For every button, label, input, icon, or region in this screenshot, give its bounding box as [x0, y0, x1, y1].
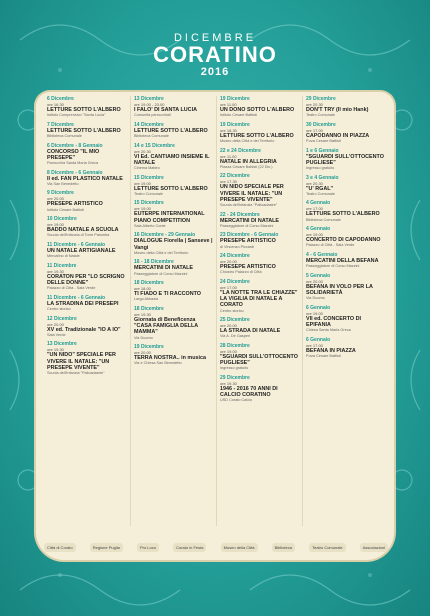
event-title: "U' RGAL": [306, 185, 334, 192]
event-date: 30 Dicembre: [306, 121, 336, 128]
event-description: Passeggiatore di Corso Mazzini: [306, 264, 360, 269]
event-title: LA STRADINA DEI PRESEPI: [47, 300, 119, 307]
event-date: 24 Dicembre: [220, 278, 250, 285]
event-item: [220, 173, 299, 207]
event-time: ore 19.30: [47, 347, 64, 353]
event-description: Ingresso gratuito: [220, 366, 249, 371]
event-item: [134, 122, 213, 139]
event-title: VII ed. CONCERTO DI EPIFANIA: [306, 315, 362, 328]
event-title: I FALO' DI SANTA LUCIA: [134, 107, 197, 113]
event-time: ore 20.30: [306, 180, 323, 186]
event-description: Istituto Cesare Battisti: [220, 113, 257, 118]
event-time: ore 17.00: [306, 127, 323, 133]
event-description: Centro storico: [220, 308, 244, 313]
event-title: BEFANA IN PIAZZA: [306, 347, 356, 354]
event-description: USD Corato Calcio: [220, 398, 253, 403]
event-date: 11 Dicembre - 6 Gennaio: [47, 294, 106, 301]
event-description: Largo Abbazia: [134, 297, 159, 302]
event-time: ore 19.00: [134, 180, 151, 186]
sponsor-logo: Corato in Festa: [173, 543, 206, 552]
event-item: [47, 216, 127, 238]
event-description: Biblioteca Comunale: [134, 134, 169, 138]
event-time: ore 17.00: [306, 342, 323, 348]
event-description: P.zza Cesare Battisti: [306, 139, 341, 143]
event-title: MERCATINI DI NATALE: [220, 217, 279, 224]
event-time: ore 19.00: [306, 310, 323, 316]
event-date: 12 Dicembre: [47, 315, 77, 322]
event-title: MERCATINI DELLA BEFANA: [306, 257, 379, 264]
event-time: ore 19.00: [47, 222, 64, 228]
event-time: ore 18.30: [220, 127, 237, 133]
event-title: LETTURE SOTTO L'ALBERO: [306, 211, 380, 218]
event-title: LETTURE SOTTO L'ALBERO: [47, 107, 121, 113]
event-item: [134, 280, 213, 302]
event-date: 25 Dicembre: [220, 317, 250, 324]
sponsor-logo: Regione Puglia: [90, 543, 123, 552]
event-title: NATALE IN ALLEGRIA: [220, 158, 277, 165]
event-date: 6 Dicembre: [47, 96, 74, 102]
sponsor-logo: Teatro Comunale: [309, 543, 345, 552]
sponsor-logo: Biblioteca: [272, 543, 295, 552]
event-item: [220, 279, 299, 313]
event-item: [47, 295, 127, 312]
event-item: [220, 343, 299, 371]
event-description: di Vincenzo Piccardi: [220, 244, 255, 249]
event-time: ore 20.00: [134, 350, 151, 356]
event-title: BEFANA IN VOLO PER LA SOLIDARIETÀ: [306, 283, 373, 296]
event-date: 29 Dicembre: [306, 96, 336, 102]
event-item: [47, 122, 127, 139]
event-title: TERRA NOSTRA.. in musica: [134, 355, 206, 362]
event-item: [306, 305, 385, 333]
event-date: 23 Dicembre - 6 Gennaio: [220, 232, 279, 239]
event-title: BADDO NATALE A SCUOLA: [47, 227, 119, 234]
event-title: LA STRADA DI NATALE: [220, 328, 281, 335]
event-title: MERCATINI DI NATALE: [134, 265, 193, 272]
event-date: 3 e 4 Gennaio: [306, 174, 339, 181]
event-title: DIALOGUE Fiorella | Sanseve | Vangi: [134, 238, 213, 251]
event-date: 22 e 24 Dicembre: [220, 147, 261, 154]
event-time: ore 20.00: [306, 278, 323, 284]
sponsor-logo: Pro Loco: [137, 543, 159, 552]
event-item: [134, 175, 213, 197]
event-item: [134, 96, 213, 118]
event-description: Istituto Comprensivo "Santa Lucia": [47, 113, 106, 118]
event-title: DON'T TRY (Il mio Hank): [306, 107, 369, 113]
event-item: [220, 96, 299, 118]
event-date: 11 Dicembre - 6 Gennaio: [47, 241, 106, 248]
event-description: Centro storico: [47, 306, 71, 311]
event-description: Sala Verde: [47, 332, 66, 337]
event-title: 1946 - 2016 70 ANNI DI CALCIO CORATINO: [220, 385, 278, 399]
event-title: LETTURE SOTTO L'ALBERO: [134, 185, 208, 192]
event-description: Palazzo di Città - Sala Verde: [47, 286, 96, 291]
event-time: ore 19.30: [220, 380, 237, 386]
event-time: ore 20.00: [47, 321, 64, 327]
event-time: ore 20.00: [47, 196, 64, 202]
event-time: ore 17.30: [220, 179, 237, 185]
event-date: 18 Dicembre: [134, 280, 164, 287]
event-title: CORATON PER "LO SCRIGNO DELLE DONNE": [47, 273, 125, 286]
event-date: 16 - 18 Dicembre: [134, 259, 174, 266]
event-item: [220, 122, 299, 144]
event-time: ore 20.00: [220, 259, 237, 265]
event-time: ore 17.00: [306, 206, 323, 212]
event-title: TI FIADO E TI RACCONTO: [134, 291, 201, 298]
event-description: Cinema Matteo: [134, 166, 160, 170]
event-date: 28 Dicembre: [220, 342, 250, 349]
event-description: Biblioteca Comunale: [306, 217, 341, 222]
event-item: [47, 242, 127, 259]
event-title: UN NIDO SPECIALE PER VIVERE IL NATALE: "UN PRESEPE VIVENTE": [220, 184, 284, 203]
event-time: ore 11.00: [220, 153, 237, 159]
event-description: Comunità parrocchiali: [134, 113, 171, 118]
event-date: 4 Gennaio: [306, 200, 331, 207]
event-date: 1 e 6 Gennaio: [306, 147, 339, 154]
event-item: [220, 253, 299, 275]
sponsor-logos: [44, 538, 388, 556]
event-date: 14 e 15 Dicembre: [134, 142, 175, 149]
event-date: 6 Gennaio: [306, 336, 331, 343]
event-item: [306, 337, 385, 359]
event-description: Parrocchia Santa Maria Greca: [47, 161, 99, 165]
event-title: UN DONO SOTTO L'ALBERO: [220, 107, 295, 113]
event-time: ore 19.00 - 23.00: [134, 102, 165, 107]
event-date: 6 Gennaio: [306, 304, 331, 311]
event-item: [306, 226, 385, 248]
event-title: CONCERTO DI CAPODANNO: [306, 237, 381, 244]
header-year: 2016: [200, 66, 230, 78]
event-item: [306, 148, 385, 171]
event-item: [134, 344, 213, 366]
header-city: CORATINO: [153, 42, 277, 67]
event-title: "LA NOTTE TRA LE CHIAZZE" LA VIGILIA DI NATALE A CORATO: [220, 289, 298, 309]
event-item: [47, 316, 127, 338]
event-title: PRESEPE ARTISTICO: [220, 264, 276, 271]
event-item: [220, 375, 299, 403]
event-date: 22 - 24 Dicembre: [220, 211, 260, 218]
event-item: [134, 259, 213, 276]
event-title: LETTURE SOTTO L'ALBERO: [47, 127, 121, 134]
event-item: [306, 200, 385, 222]
event-description: Biblioteca Comunale: [47, 134, 82, 138]
event-column-3: [216, 96, 302, 526]
event-item: [306, 252, 385, 269]
event-item: [47, 341, 127, 375]
event-description: Teatro Comunale: [306, 113, 335, 118]
event-column-4: [302, 96, 388, 526]
event-title: PRESEPE ARTISTICO: [220, 238, 276, 245]
event-time: ore 11.00: [220, 102, 237, 107]
event-date: 18 Dicembre: [134, 305, 164, 312]
event-time: ore 16.30: [47, 102, 64, 107]
event-date: 9 Dicembre: [47, 190, 74, 197]
event-description: Museo della Città e del Territorio: [220, 139, 275, 143]
event-time: ore 19.00: [220, 348, 237, 354]
event-item: [47, 143, 127, 166]
event-title: CAPODANNO IN PIAZZA: [306, 132, 370, 139]
event-description: Piazza Cesare Battisti (22 Dic.): [220, 164, 273, 169]
event-column-2: [130, 96, 216, 526]
event-time: ore 19.00: [134, 206, 151, 212]
event-item: [220, 148, 299, 170]
event-time: ore 20.30: [134, 148, 151, 154]
event-date: 29 Dicembre: [220, 374, 250, 381]
event-time: ore 17.00: [220, 284, 237, 290]
event-date: 5 Gennaio: [306, 272, 331, 279]
event-description: Palazzo di Città - Sala Verde: [306, 243, 355, 248]
event-title: Giornata di Beneficenza "CASA FAMIGLIA DELLA MAMMA": [134, 316, 198, 336]
event-item: [306, 273, 385, 301]
event-description: Via Duomo: [306, 296, 325, 301]
event-item: [220, 212, 299, 229]
event-time: ore 20.00: [220, 323, 237, 329]
event-title: CONCORSO "IL MIO PRESEPE": [47, 148, 100, 161]
event-title: LETTURE SOTTO L'ALBERO: [134, 127, 208, 134]
event-title: PRESEPE ARTISTICO: [47, 201, 103, 208]
event-date: 7 Dicembre: [47, 121, 74, 128]
event-time: ore 18.00: [134, 286, 151, 292]
event-date: 13 Dicembre: [47, 341, 77, 348]
event-title: "SGUARDI SULL'OTTOCENTO PUGLIESE": [220, 353, 298, 367]
event-item: [220, 232, 299, 249]
event-date: 10 Dicembre: [47, 216, 77, 223]
event-item: [47, 96, 127, 118]
event-time: ore 19.00: [306, 232, 323, 238]
event-item: [306, 122, 385, 144]
event-time: ore 19.30: [47, 268, 64, 274]
event-date: 4 - 6 Gennaio: [306, 251, 338, 258]
event-date: 6 Dicembre - 8 Gennaio: [47, 142, 103, 149]
event-description: Via e Chiesa San Benedetto: [134, 361, 182, 366]
event-date: 11 Dicembre: [47, 262, 77, 269]
event-columns: [44, 96, 388, 526]
event-description: Sala Alberto Conte: [134, 223, 166, 228]
event-item: [134, 232, 213, 255]
event-time: ore 20.30: [306, 102, 323, 107]
event-date: 14 Dicembre: [134, 121, 164, 128]
event-description: Via Duomo: [134, 335, 153, 340]
event-item: [47, 170, 127, 187]
event-title: XV ed. Tradizionale "IO A IO": [47, 326, 121, 333]
sponsor-logo: Associazioni: [360, 543, 388, 552]
event-description: Scuola dell'Infanzia "Palloadastre": [47, 370, 105, 375]
event-description: Via San Benedetto: [47, 181, 79, 186]
event-description: Teatro Comunale: [134, 191, 163, 196]
event-item: [220, 317, 299, 339]
event-item: [306, 96, 385, 118]
event-title: "UN NIDO" SPECIALE PER VIVERE IL NATALE: "UN PRESEPE VIVENTE": [47, 352, 116, 371]
event-time: ore 19.30: [134, 311, 151, 317]
event-date: 15 Dicembre: [134, 200, 164, 207]
event-title: Il ed. FAN PLASTICO NATALE: [47, 175, 123, 182]
event-description: Scuola dell'infanzia "Palloadastre": [220, 203, 278, 207]
event-date: 15 Dicembre: [134, 174, 164, 181]
event-date: 24 Dicembre: [220, 253, 250, 260]
event-description: Ingresso gratuito: [306, 166, 335, 170]
event-title: "SGUARDI SULL'OTTOCENTO PUGLIESE": [306, 153, 384, 166]
event-column-1: [44, 96, 130, 526]
event-item: [306, 175, 385, 197]
event-item: [134, 143, 213, 171]
event-description: Chiostro Palazzo di Città: [220, 270, 262, 275]
event-item: [47, 263, 127, 291]
event-date: 13 Dicembre: [134, 96, 164, 102]
event-date: 19 Dicembre: [220, 96, 250, 102]
event-date: 4 Gennaio: [306, 226, 331, 233]
event-title: VI Ed. CANTIAMO INSIEME IL NATALE: [134, 153, 210, 166]
event-title: LETTURE SOTTO L'ALBERO: [220, 132, 294, 139]
event-item: [134, 200, 213, 228]
event-description: Istituto Cesare Battisti: [47, 207, 84, 212]
event-date: 8 Dicembre - 6 Gennaio: [47, 169, 103, 176]
event-description: Chiesa Santa Maria Greca: [306, 328, 351, 333]
event-description: Teatro Comunale: [306, 191, 335, 196]
event-description: Mercatino di Natale: [47, 254, 80, 259]
poster-header: [0, 32, 430, 78]
event-date: 16 Dicembre - 29 Gennaio: [134, 232, 196, 239]
sponsor-logo: Museo della Città: [221, 543, 258, 552]
event-date: 22 Dicembre: [220, 173, 250, 180]
event-title: UN NATALE ARTIGIANALE: [47, 247, 116, 254]
event-date: 19 Dicembre: [220, 121, 250, 128]
event-description: P.zza Cesare Battisti: [306, 353, 341, 358]
event-description: Passeggiatore di Corso Mazzini: [134, 271, 188, 276]
event-date: 19 Dicembre: [134, 344, 164, 351]
event-description: Museo della Città e del Territorio: [134, 250, 189, 255]
event-item: [47, 190, 127, 212]
event-description: Via A. De Gasperi: [220, 334, 251, 339]
header-month: DICEMBRE: [173, 32, 257, 44]
event-item: [134, 306, 213, 340]
event-description: Passeggiatore di Corso Mazzini: [220, 223, 274, 228]
event-description: Scuola dell'Infanzia di Torre Palomba: [47, 233, 110, 238]
event-title: EUTERPE INTERNATIONAL PIANO COMPETITION: [134, 211, 205, 224]
sponsor-logo: Città di Corato: [44, 543, 76, 552]
